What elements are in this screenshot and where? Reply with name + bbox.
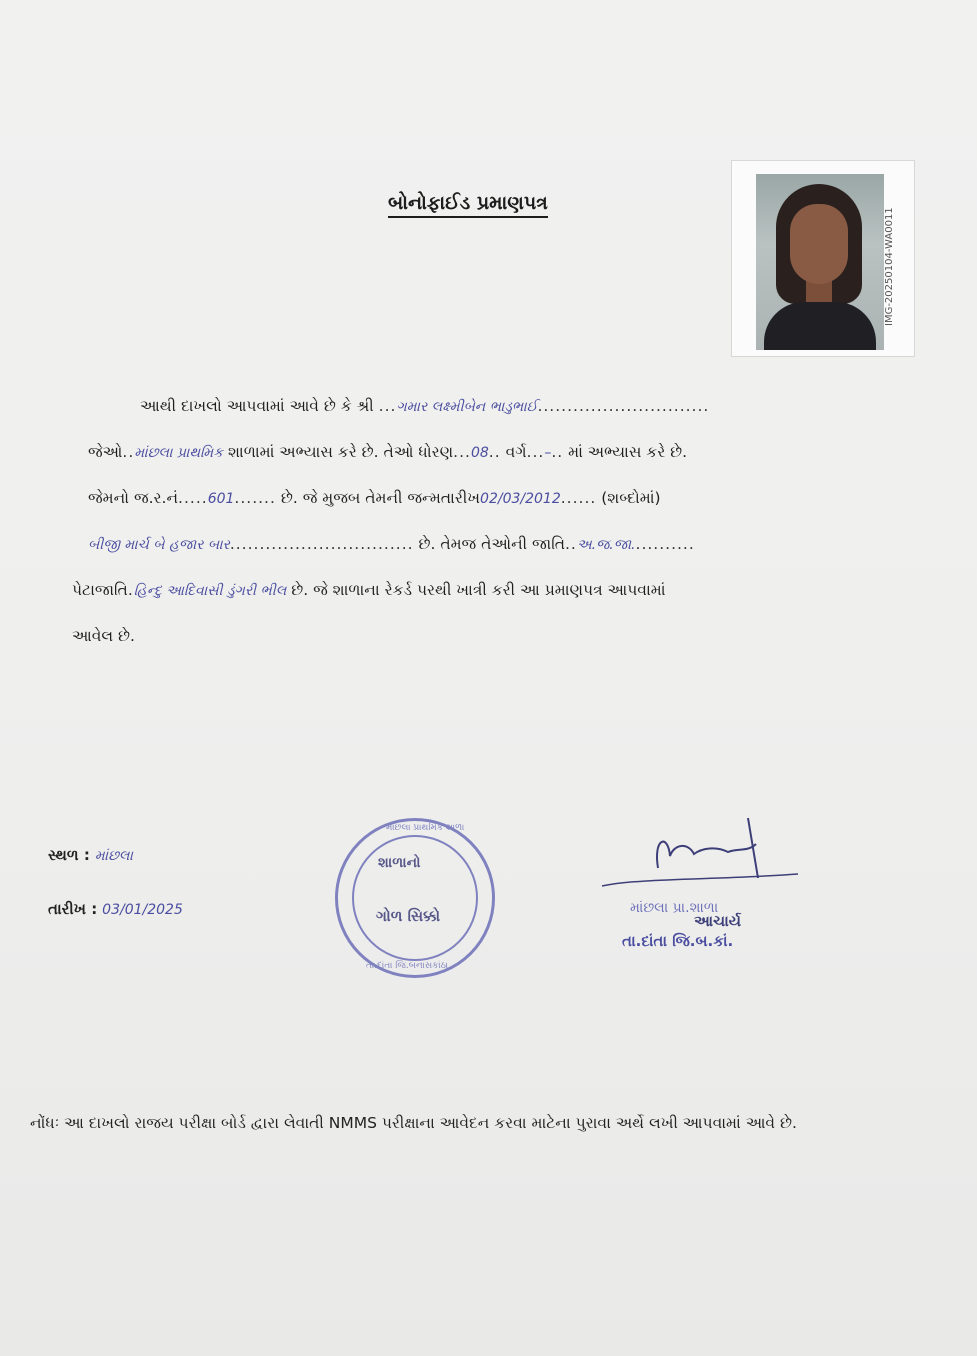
sign-role: આચાર્ય bbox=[694, 912, 742, 930]
line-4: બીજી માર્ચ બે હજાર બાર............................... છે. તેમજ તેઓની જાતિ..અ.જ.જા........... bbox=[88, 535, 695, 553]
stamp-center-line-2: ગોળ સિક્કો bbox=[376, 907, 441, 925]
stamp-ring-bottom: તા.દાંતા જિ.બનાસકાંઠા bbox=[366, 961, 449, 971]
line-4-mid: છે. તેમજ તેઓની જાતિ bbox=[418, 535, 565, 553]
sign-school: માંછલા પ્રા.શાળા bbox=[630, 900, 719, 916]
photo-id-text: IMG-20250104-WA0011 bbox=[884, 207, 895, 326]
subcaste-value: હિન્દુ આદિવાસી ડુંગરી ભીલ bbox=[133, 583, 287, 599]
line-2-class-label: વર્ગ bbox=[505, 443, 527, 461]
stamp-center-line-1: શાળાનો bbox=[378, 855, 421, 871]
line-2-mid: શાળામાં અભ્યાસ કરે છે. તેઓ ધોરણ bbox=[227, 443, 454, 461]
date-label: તારીખ : bbox=[48, 900, 98, 918]
line-3-mid: છે. જે મુજબ તેમની જન્મતારીખ bbox=[280, 489, 481, 507]
place-row bbox=[48, 846, 133, 864]
line-3: જેમનો જ.ર.નં.....601....... છે. જે મુજબ તેમની જન્મતારીખ02/03/2012...... (શબ્દોમાં) bbox=[88, 489, 661, 507]
line-6: આવેલ છે. bbox=[72, 627, 135, 645]
sign-place: તા.દાંતા જિ.બ.કાં. bbox=[622, 932, 734, 950]
line-2-end: માં અભ્યાસ કરે છે. bbox=[568, 443, 688, 461]
footnote: નોંધઃ આ દાખલો રાજય પરીક્ષા બોર્ડ દ્વારા લેવાતી NMMS પરીક્ષાના આવેદન કરવા માટેના પુરાવા અર્થે લખી આપવામાં આવે છે. bbox=[30, 1114, 797, 1132]
division-value: – bbox=[544, 445, 552, 461]
birth-date-words: બીજી માર્ચ બે હજાર બાર bbox=[88, 537, 230, 553]
standard-value: 08 bbox=[470, 445, 489, 461]
line-5: પેટાજાતિ.હિન્દુ આદિવાસી ડુંગરી ભીલ છે. જે શાળાના રેકર્ડ પરથી ખાત્રી કરી આ પ્રમાણપત્ર આપવામાં bbox=[72, 581, 666, 599]
line-3-prefix: જેમનો જ.ર.નં bbox=[88, 489, 179, 507]
gr-number: 601 bbox=[207, 491, 235, 507]
place-value: માંછલા bbox=[94, 848, 133, 864]
line-2: જેઓ..માંછલા પ્રાથમિક શાળામાં અભ્યાસ કરે છે. તેઓ ધોરણ...08.. વર્ગ...–.. માં અભ્યાસ કરે છે. bbox=[88, 443, 688, 461]
line-5-prefix: પેટાજાતિ bbox=[72, 581, 128, 599]
stamp-ring-text: માંછલા પ્રાથમિક શાળા bbox=[386, 823, 465, 833]
place-label: સ્થળ : bbox=[48, 846, 90, 864]
document-title: બોનોફાઈડ પ્રમાણપત્ર bbox=[388, 192, 548, 218]
student-name: ગમાર લક્ષ્મીબેન ભાડુભાઈ bbox=[396, 399, 538, 415]
caste-value: અ.જ.જા. bbox=[576, 537, 636, 553]
date-row bbox=[48, 900, 183, 918]
principal-signature-block bbox=[598, 808, 808, 958]
signature-mark bbox=[598, 808, 808, 898]
line-3-end: (શબ્દોમાં) bbox=[601, 489, 661, 507]
school-name: માંછલા પ્રાથમિક bbox=[134, 445, 224, 461]
line-1-prefix: આથી દાખલો આપવામાં આવે છે કે શ્રી bbox=[140, 397, 374, 415]
student-photo bbox=[756, 174, 884, 350]
birth-date: 02/03/2012 bbox=[480, 491, 561, 507]
date-value: 03/01/2025 bbox=[102, 902, 183, 918]
line-1: આથી દાખલો આપવામાં આવે છે કે શ્રી ...ગમાર લક્ષ્મીબેન ભાડુભાઈ............................. bbox=[140, 397, 710, 415]
line-2-prefix: જેઓ bbox=[88, 443, 123, 461]
line-5-end: છે. જે શાળાના રેકર્ડ પરથી ખાત્રી કરી આ પ્રમાણપત્ર આપવામાં bbox=[291, 581, 666, 599]
student-photo-frame bbox=[731, 160, 915, 357]
school-round-stamp bbox=[335, 818, 495, 978]
